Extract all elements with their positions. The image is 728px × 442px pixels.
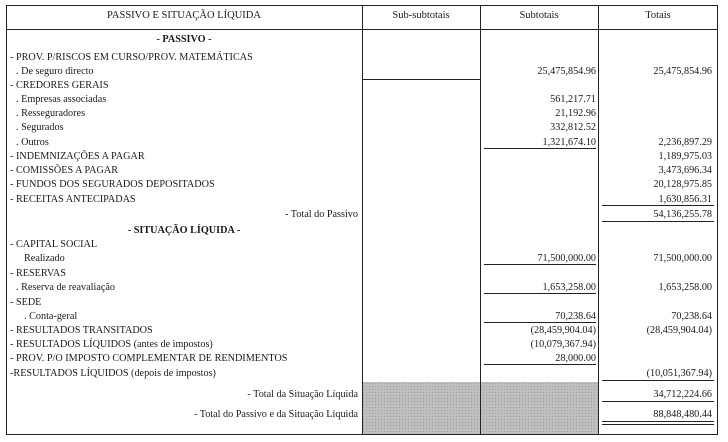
row-total: 1,189,975.03 — [658, 151, 712, 162]
underline — [602, 380, 714, 381]
row-label: - CREDORES GERAIS — [10, 80, 109, 91]
row-subtotal: 21,192.96 — [555, 108, 596, 119]
row-label: Realizado — [24, 253, 65, 264]
row-total: (28,459,904.04) — [646, 325, 712, 336]
row-label: . De seguro directo — [16, 66, 94, 77]
grand-total-label: - Total do Passivo e da Situação Líquida — [193, 409, 358, 420]
header-col-subtotals: Subtotais — [519, 10, 559, 21]
section-passivo: - PASSIVO - — [156, 34, 212, 45]
rule-subsub — [362, 79, 480, 80]
row-label: . Resseguradores — [16, 108, 86, 119]
underline — [484, 364, 596, 365]
row-subtotal: 561,217.71 — [550, 94, 596, 105]
row-subtotal: 1,321,674.10 — [542, 137, 596, 148]
underline — [484, 264, 596, 265]
underline — [484, 322, 596, 323]
col-divider-1 — [362, 5, 363, 435]
row-total: 1,653,258.00 — [658, 282, 712, 293]
balance-sheet — [6, 5, 720, 435]
underline — [484, 148, 596, 149]
row-label: - SEDE — [10, 297, 42, 308]
grand-total-value: 88,848,480.44 — [653, 409, 712, 420]
row-label: . Outros — [16, 137, 49, 148]
row-label: - CAPITAL SOCIAL — [10, 239, 98, 250]
row-total: 71,500,000.00 — [653, 253, 712, 264]
row-label: - RESULTADOS LÍQUIDOS (antes de impostos) — [10, 339, 213, 350]
row-label: . Segurados — [16, 122, 64, 133]
row-label: - FUNDOS DOS SEGURADOS DEPOSITADOS — [10, 179, 215, 190]
row-total: 3,473,696.34 — [658, 165, 712, 176]
col-divider-3 — [598, 5, 599, 435]
total-passivo-value: 54,136,255.78 — [653, 209, 712, 220]
total-situacao-value: 34,712,224.66 — [653, 389, 712, 400]
row-total: 2,236,897.29 — [658, 137, 712, 148]
row-label: . Empresas associadas — [16, 94, 107, 105]
header-rule — [6, 29, 718, 30]
row-label: - COMISSÕES A PAGAR — [10, 165, 119, 176]
double-underline-1 — [602, 421, 714, 422]
total-situacao-label: - Total da Situação Líquida — [247, 389, 358, 400]
row-label: . Conta-geral — [24, 311, 78, 322]
underline — [602, 205, 714, 206]
row-label: - PROV. P/O IMPOSTO COMPLEMENTAR DE RENDIMENTOS — [10, 353, 288, 364]
header-col-subsubtotals: Sub-subtotais — [392, 10, 450, 21]
row-label: - RESERVAS — [10, 268, 66, 279]
row-subtotal: 25,475,854.96 — [537, 66, 596, 77]
row-total: 70,238.64 — [671, 311, 712, 322]
col-divider-2 — [480, 5, 481, 435]
row-total: 25,475,854.96 — [653, 66, 712, 77]
row-subtotal: 70,238.64 — [555, 311, 596, 322]
double-underline-2 — [602, 424, 714, 425]
section-situacao: - SITUAÇÃO LÍQUIDA - — [127, 225, 241, 236]
row-subtotal: 28,000.00 — [555, 353, 596, 364]
row-total: (10,051,367.94) — [646, 368, 712, 379]
row-subtotal: 332,812.52 — [550, 122, 596, 133]
underline — [602, 221, 714, 222]
underline — [484, 293, 596, 294]
row-subtotal: (10,079,367.94) — [530, 339, 596, 350]
row-label: -RESULTADOS LÍQUIDOS (depois de impostos) — [10, 368, 216, 379]
row-subtotal: 1,653,258.00 — [542, 282, 596, 293]
row-label: - RESULTADOS TRANSITADOS — [10, 325, 153, 336]
header-col-description: PASSIVO E SITUAÇÃO LÍQUIDA — [107, 10, 261, 21]
row-subtotal: 71,500,000.00 — [537, 253, 596, 264]
row-subtotal: (28,459,904.04) — [530, 325, 596, 336]
row-total: 1,630,856.31 — [658, 194, 712, 205]
row-label: - PROV. P/RISCOS EM CURSO/PROV. MATEMÁTICAS — [10, 52, 253, 63]
header-col-totals: Totais — [645, 10, 671, 21]
row-label: . Reserva de reavaliação — [16, 282, 115, 293]
underline — [602, 401, 714, 402]
row-total: 20,128,975.85 — [653, 179, 712, 190]
total-passivo-label: - Total do Passivo — [285, 209, 358, 220]
row-label: - INDEMNIZAÇÕES A PAGAR — [10, 151, 145, 162]
row-label: - RECEITAS ANTECIPADAS — [10, 194, 136, 205]
